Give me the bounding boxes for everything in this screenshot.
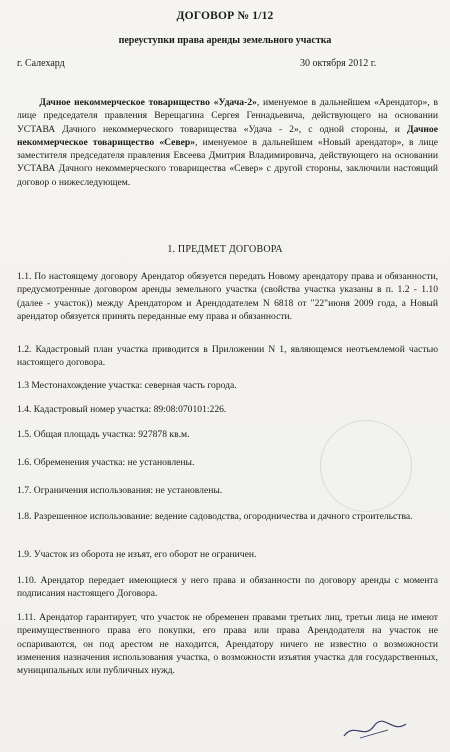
date: 30 октября 2012 г. [300, 58, 377, 69]
preamble-paragraph: Дачное некоммерческое товарищество «Удача-2», именуемое в дальнейшем «Арендатор», в лице председателя правления Верещагина Сергея Геннадьевича, действующего на основании УСТАВА Дачного некоммерческого товарищества «Удача - 2», с одной стороны, и Дачное некоммерческое товарищество «Север», именуемое в дальнейшем «Новый арендатор», в лице заместителя председателя правления Евсеева Дмитрия Владимировича, действующего на основании УСТАВА Дачного некоммерческого товарищества «Север» с другой стороны, заключили настоящий договор о нижеследующем. [17, 97, 439, 188]
clause-1-7: 1.7. Ограничения использования: не установлены. [17, 485, 223, 496]
clause-1-5: 1.5. Общая площадь участка: 927878 кв.м. [17, 429, 190, 440]
clause-1-8: 1.8. Разрешенное использование: ведение садоводства, огородничества и дачного строительства. [17, 511, 413, 522]
document-title: ДОГОВОР № 1/12 [176, 10, 274, 22]
signature-mark [340, 716, 410, 742]
clause-1-6: 1.6. Обременения участка: не установлены. [17, 457, 195, 468]
clause-1-4: 1.4. Кадастровый номер участка: 89:08:070101:226. [17, 404, 227, 415]
clause-1-10: 1.10. Арендатор передает имеющиеся у него права и обязанности по договору аренды с момента подписания настоящего Договора. [17, 575, 438, 600]
clause-1-11: 1.11. Арендатор гарантирует, что участок не обременен правами третьих лиц, третьи лица не имеют преимущественного права его покупки, его права или права Арендодателя на участок не оспариваются, он под арестом не находится, Арендатору ничего не известно о возможности изменения назначения использования участка, о возможности изъятия участка для государственных, муниципальных или публичных нужд. [17, 612, 438, 677]
clause-1-9: 1.9. Участок из оборота не изъят, его оборот не ограничен. [17, 549, 257, 560]
city: г. Салехард [17, 58, 65, 69]
party1-name: Дачное некоммерческое товарищество «Удача-2» [39, 97, 257, 108]
clause-1-1: 1.1. По настоящему договору Арендатор обязуется передать Новому арендатору права и обязанности, предусмотренные договором аренды земельного участка (свойства участка указаны в п. 1.2 - 1.10 (далее - участок)) между Арендатором и Арендодателем N 6818 от "22"июня 2009 года, а Новый арендатор обязуется принять переданные ему права и обязанности. [17, 271, 438, 322]
section-heading: 1. ПРЕДМЕТ ДОГОВОРА [167, 244, 283, 255]
clause-1-3: 1.3 Местонахождение участка: северная часть города. [17, 380, 237, 391]
party2-name: Дачное некоммерческое товарищество «Север» [17, 123, 438, 148]
clause-1-2: 1.2. Кадастровый план участка приводится в Приложении N 1, являющемся неотъемлемой частью настоящего договора. [17, 344, 438, 369]
faint-stamp-mark [320, 420, 412, 512]
document-subtitle: переуступки права аренды земельного участка [118, 35, 332, 46]
